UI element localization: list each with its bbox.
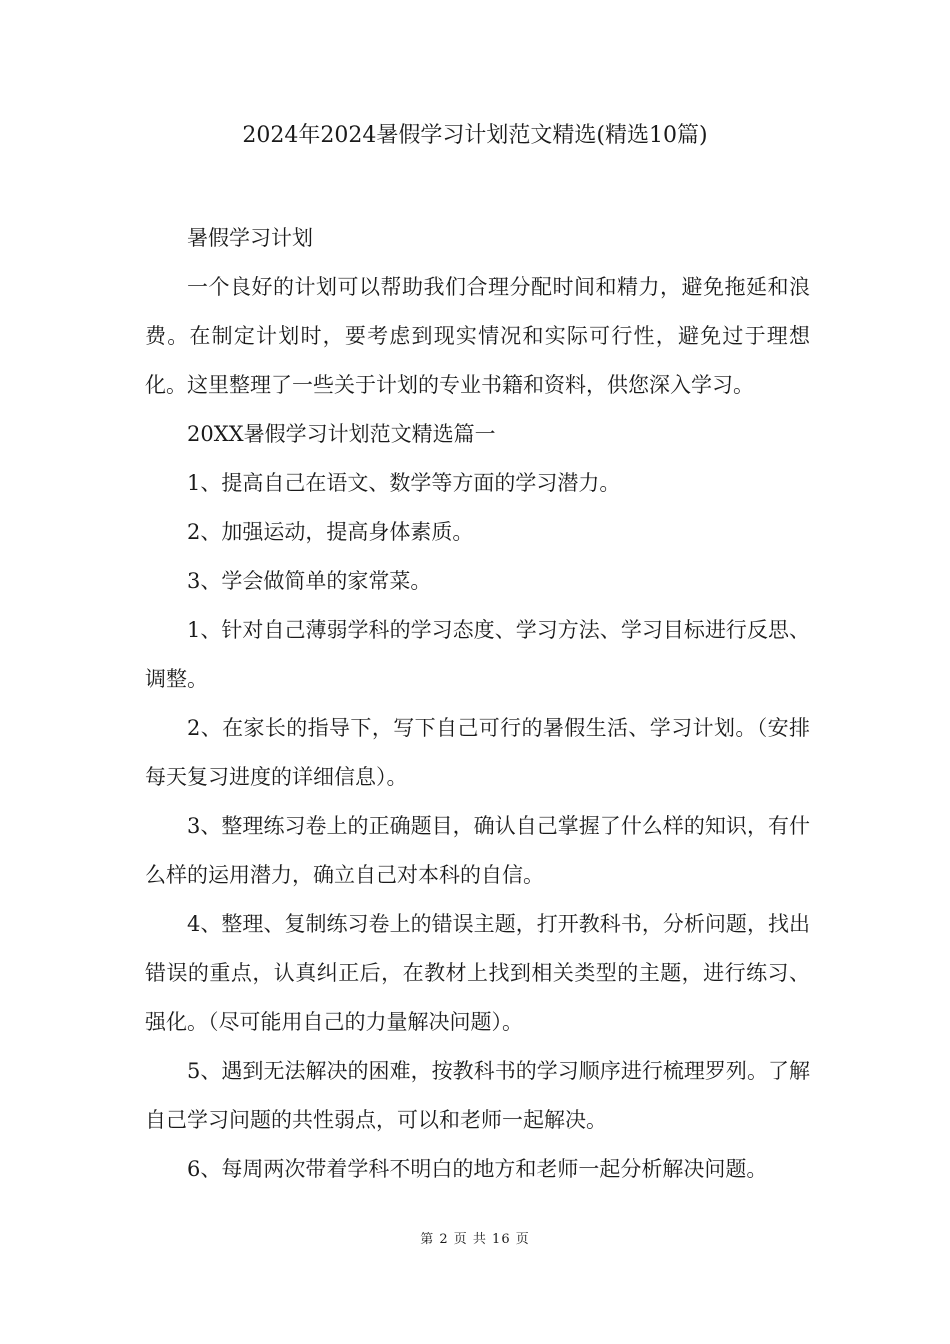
intro-paragraph: 一个良好的计划可以帮助我们合理分配时间和精力，避免拖延和浪费。在制定计划时，要考虑到现实情况和实际可行性，避免过于理想化。这里整理了一些关于计划的专业书籍和资料，供您深入学习。 (145, 275, 810, 397)
plan-item: 2、在家长的指导下，写下自己可行的暑假生活、学习计划。（安排每天复习进度的详细信息）。 (145, 716, 810, 789)
plan-item: 3、整理练习卷上的正确题目，确认自己掌握了什么样的知识，有什么样的运用潜力，确立自己对本科的自信。 (145, 814, 810, 887)
plan-item: 6、每周两次带着学科不明白的地方和老师一起分析解决问题。 (187, 1157, 768, 1181)
plan-item: 4、整理、复制练习卷上的错误主题，打开教科书，分析问题，找出错误的重点，认真纠正后，在教材上找到相关类型的主题，进行练习、强化。（尽可能用自己的力量解决问题）。 (145, 912, 810, 1034)
goal-item: 1、提高自己在语文、数学等方面的学习潜力。 (187, 471, 621, 495)
article-heading: 20XX暑假学习计划范文精选篇一 (187, 422, 496, 446)
page-number-footer: 第 2 页 共 16 页 (420, 1232, 530, 1247)
plan-item: 1、针对自己薄弱学科的学习态度、学习方法、学习目标进行反思、调整。 (145, 618, 810, 691)
goal-item: 2、加强运动，提高身体素质。 (187, 520, 474, 544)
document-body (145, 214, 810, 1194)
goal-item: 3、学会做简单的家常菜。 (187, 569, 432, 593)
section-heading: 暑假学习计划 (187, 226, 313, 250)
plan-item: 5、遇到无法解决的困难，按教科书的学习顺序进行梳理罗列。了解自己学习问题的共性弱点，可以和老师一起解决。 (145, 1059, 810, 1132)
document-title: 2024年2024暑假学习计划范文精选(精选10篇) (242, 123, 708, 148)
